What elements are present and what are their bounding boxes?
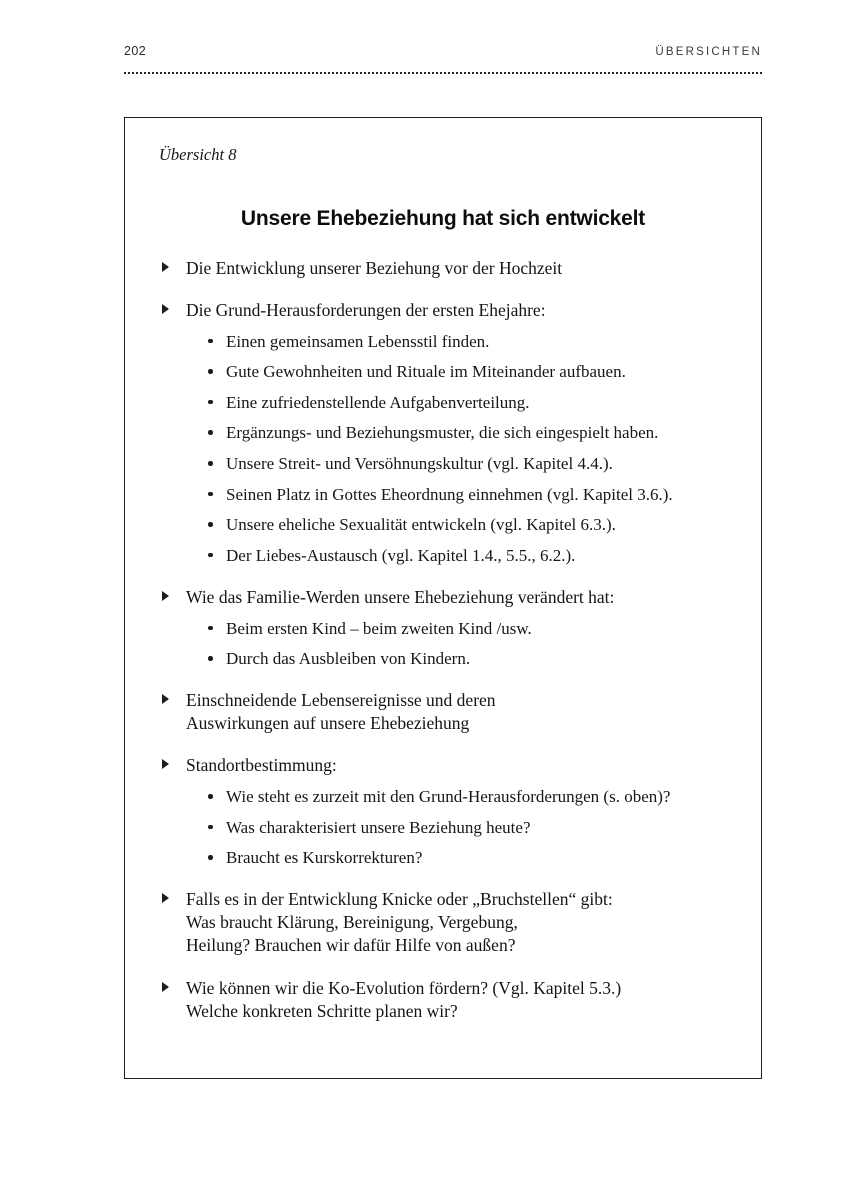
sub-list-item (186, 847, 727, 869)
dot-bullet-icon (208, 553, 213, 558)
box-title: Unsere Ehebeziehung hat sich entwickelt (240, 207, 646, 230)
sub-list-item-label: Der Liebes-Austausch (vgl. Kapitel 1.4., 5.5., 6.2.). (226, 545, 576, 565)
sub-list (186, 331, 727, 567)
list-item (159, 299, 727, 567)
dot-bullet-icon (208, 369, 213, 374)
list-item-label: Einschneidende Lebensereignisse und deren (186, 690, 496, 711)
dot-bullet-icon (208, 825, 213, 830)
sub-list-item-label: Einen gemeinsamen Lebensstil finden. (226, 331, 490, 351)
list-item (159, 888, 727, 957)
dot-bullet-icon (208, 522, 213, 527)
list-item-label: Wie das Familie-Werden unsere Ehebeziehung verändert hat: (186, 586, 615, 607)
list-item (159, 257, 727, 280)
list-item-label-line2: Was braucht Klärung, Bereinigung, Vergebung, (186, 912, 518, 933)
arrow-bullet-icon (162, 591, 169, 601)
sub-list-item-label: Seinen Platz in Gottes Eheordnung einnehmen (vgl. Kapitel 3.6.). (226, 484, 673, 504)
sub-list-item (186, 422, 727, 444)
list-item-label: Die Grund-Herausforderungen der ersten Ehejahre: (186, 300, 546, 321)
arrow-bullet-icon (162, 759, 169, 769)
sub-list (186, 618, 727, 671)
sub-list-item-label: Unsere Streit- und Versöhnungskultur (vgl. Kapitel 4.4.). (226, 454, 613, 474)
running-head (124, 44, 762, 58)
dot-bullet-icon (208, 430, 213, 435)
sub-list-item (186, 648, 727, 670)
list-item-label: Die Entwicklung unserer Beziehung vor der Hochzeit (186, 258, 563, 278)
sub-list-item-label: Gute Gewohnheiten und Rituale im Miteinander aufbauen. (226, 362, 626, 382)
arrow-bullet-icon (162, 694, 169, 704)
sub-list-item (186, 817, 727, 839)
list-item-label: Wie können wir die Ko-Evolution fördern? (Vgl. Kapitel 5.3.) (186, 977, 622, 998)
sub-list-item (186, 331, 727, 353)
list-item (159, 586, 727, 670)
overview-label: Übersicht 8 (159, 145, 237, 164)
list-item-label-line3: Heilung? Brauchen wir dafür Hilfe von außen? (186, 935, 516, 956)
header-divider (124, 72, 762, 74)
sub-list-item (186, 361, 727, 383)
sub-list-item (186, 786, 727, 808)
dot-bullet-icon (208, 855, 213, 860)
sub-list-item-label: Durch das Ausbleiben von Kindern. (226, 649, 471, 669)
list-item-label: Falls es in der Entwicklung Knicke oder „Bruchstellen“ gibt: (186, 889, 613, 910)
dot-bullet-icon (208, 339, 213, 344)
overview-list (159, 257, 727, 1023)
sub-list-item-label: Beim ersten Kind – beim zweiten Kind /usw. (226, 618, 532, 638)
sub-list-item-label: Wie steht es zurzeit mit den Grund-Herausforderungen (s. oben)? (226, 787, 671, 806)
sub-list-item-label: Eine zufriedenstellende Aufgabenverteilung. (226, 392, 530, 412)
list-item-label: Standortbestimmung: (186, 755, 337, 776)
sub-list-item (186, 484, 727, 506)
arrow-bullet-icon (162, 982, 169, 992)
list-item (159, 754, 727, 869)
sub-list-item (186, 545, 727, 567)
arrow-bullet-icon (162, 304, 169, 314)
sub-list-item (186, 453, 727, 475)
sub-list-item (186, 514, 727, 536)
overview-box (124, 117, 762, 1079)
arrow-bullet-icon (162, 893, 169, 903)
dot-bullet-icon (208, 461, 213, 466)
dot-bullet-icon (208, 626, 213, 631)
sub-list-item-label: Unsere eheliche Sexualität entwickeln (vgl. Kapitel 6.3.). (226, 515, 616, 535)
sub-list-item-label: Braucht es Kurskorrekturen? (226, 848, 423, 868)
dot-bullet-icon (208, 656, 213, 661)
list-item (159, 689, 727, 735)
dot-bullet-icon (208, 794, 213, 799)
sub-list (186, 786, 727, 869)
sub-list-item (186, 618, 727, 640)
running-head-title: ÜBERSICHTEN (655, 46, 762, 58)
page-number: 202 (124, 44, 147, 58)
list-item-label-line2: Welche konkreten Schritte planen wir? (186, 1000, 458, 1021)
sub-list-item (186, 392, 727, 414)
list-item-label-line2: Auswirkungen auf unsere Ehebeziehung (186, 713, 470, 734)
list-item (159, 977, 727, 1023)
dot-bullet-icon (208, 492, 213, 497)
dot-bullet-icon (208, 400, 213, 405)
sub-list-item-label: Ergänzungs- und Beziehungsmuster, die sich eingespielt haben. (226, 423, 659, 443)
sub-list-item-label: Was charakterisiert unsere Beziehung heute? (226, 817, 531, 837)
arrow-bullet-icon (162, 262, 169, 272)
